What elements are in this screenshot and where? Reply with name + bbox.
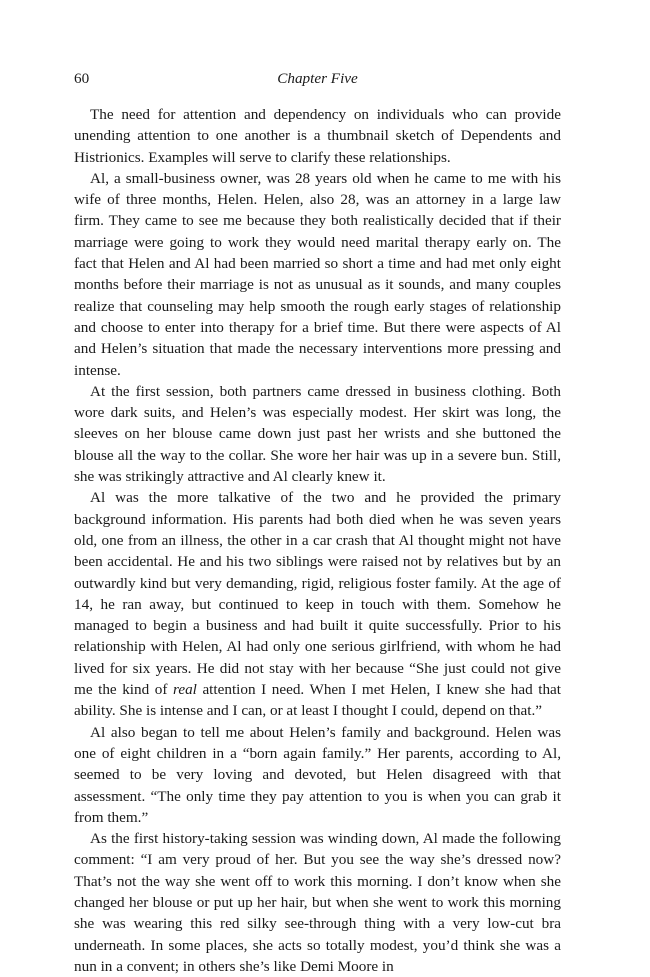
emphasis-real: real (172, 681, 197, 699)
paragraph-helen-family: Al also began to tell me about Helen’s family and background. Helen was one of eight children in a “born again family.” Her parents, according to Al, seemed to be very loving and devoted, but Helen disagreed with that assessment. “The only time they pay attention to you is when you can grab it from them.” (74, 723, 561, 826)
paragraph-background-text-1: Al was the more talkative of the two and he provided the primary background information. His parents had both died when he was seven years old, one from an illness, the other in a car crash that Al thought might not have been accidental. He and his two siblings were raised not by relatives but by an outwardly kind but very demanding, rigid, religious foster family. At the age of 14, he ran away, but continued to keep in touch with them. Somehow he managed to begin a business and had built it quite successfully. Prior to his relationship with Helen, Al had only one serious girlfriend, with whom he had lived for six years. He did not stay with her because “She just could not give me the kind of (74, 489, 561, 699)
paragraph-session-comment: As the first history-taking session was winding down, Al made the following comment: “I am very proud of her. But you see the way she’s dressed now? That’s not the way she went off to work this morning. I don’t know when she changed her blouse or put up her hair, but when she went to work this morning she was wearing this red silky see-through thing with a very low-cut bra underneath. In some places, she acts so totally modest, you’d think she was a nun in a convent; in others she’s like Demi Moore in (74, 830, 561, 975)
paragraph-background-text-2: attention I need. When I met Helen, I knew she had that ability. She is intense and I can, or at least I thought I could, depend on that.” (74, 681, 561, 720)
paragraph-case-introduction: Al, a small-business owner, was 28 years old when he came to me with his wife of three months, Helen. Helen, also 28, was an attorney in a large law firm. They came to see me because they both realistically decided that if their marriage were going to work they would need marital therapy early on. The fact that Helen and Al had been married so short a time and had met only eight months before their marriage is not as unusual as it sounds, and many couples realize that counseling may help smooth the rough early stages of relationship and choose to enter into therapy for a brief time. But there were aspects of Al and Helen’s situation that made the necessary interventions more pressing and intense. (74, 169, 561, 379)
book-page (74, 68, 561, 977)
page-number: 60 (74, 70, 90, 87)
running-head (74, 68, 561, 90)
paragraph-background (74, 487, 561, 721)
paragraph-first-session: At the first session, both partners came dressed in business clothing. Both wore dark suits, and Helen’s was especially modest. Her skirt was long, the sleeves on her blouse came down just past her wrists and she buttoned the blouse all the way to the collar. She wore her hair was up in a severe bun. Still, she was strikingly attractive and Al clearly knew it. (74, 382, 561, 486)
paragraph-intro: The need for attention and dependency on individuals who can provide unending attention to one another is a thumbnail sketch of Dependents and Histrionics. Examples will serve to clarify these relationships. (74, 106, 561, 166)
chapter-title: Chapter Five (277, 70, 358, 87)
